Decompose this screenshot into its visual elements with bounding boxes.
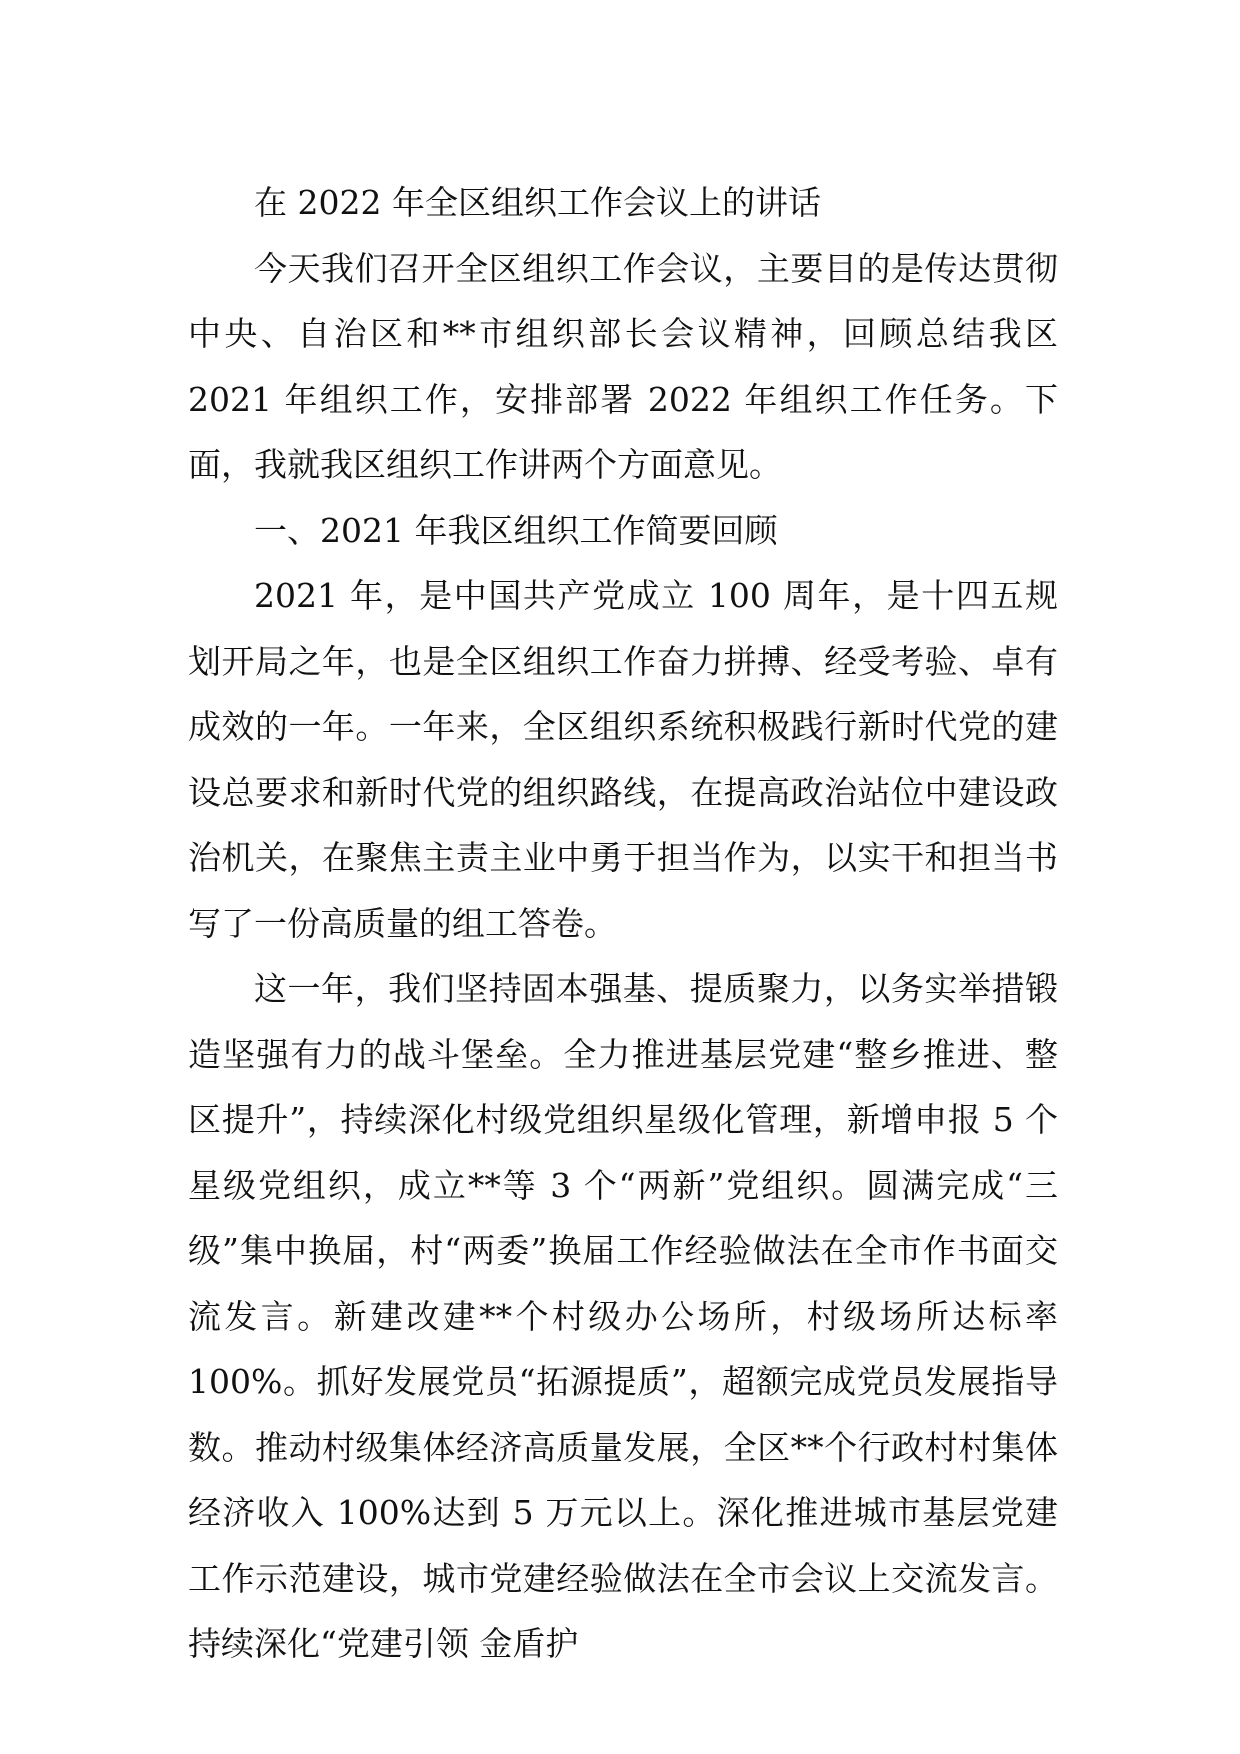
section-heading: 一、2021 年我区组织工作简要回顾 (254, 510, 778, 550)
paragraph-intro: 今天我们召开全区组织工作会议，主要目的是传达贯彻中央、自治区和**市组织部长会议精神，回顾总结我区 2021 年组织工作，安排部署 2022 年组织工作任务。下面，我就我区组织工作讲两个方面意见。 (188, 248, 1058, 484)
paragraph-review: 2021 年，是中国共产党成立 100 周年，是十四五规划开局之年，也是全区组织工作奋力拼搏、经受考验、卓有成效的一年。一年来，全区组织系统积极践行新时代党的建设总要求和新时代党的组织路线，在提高政治站位中建设政治机关，在聚焦主责主业中勇于担当作为，以实干和担当书写了一份高质量的组工答卷。 (188, 576, 1058, 943)
document-title: 在 2022 年全区组织工作会议上的讲话 (254, 183, 821, 222)
document-body (188, 170, 1058, 1677)
paragraph-achievements: 这一年，我们坚持固本强基、提质聚力，以务实举措锻造坚强有力的战斗堡垒。全力推进基层党建“整乡推进、整区提升”，持续深化村级党组织星级化管理，新增申报 5 个星级党组织，成立**等 3 个“两新”党组织。圆满完成“三级”集中换届，村“两委”换届工作经验做法在全市作书面交流发言。新建改建**个村级办公场所，村级场所达标率 100%。抓好发展党员“拓源提质”，超额完成党员发展指导数。推动村级集体经济高质量发展，全区**个行政村村集体经济收入 100%达到 5 万元以上。深化推进城市基层党建工作示范建设，城市党建经验做法在全市会议上交流发言。持续深化“党建引领 金盾护 (188, 969, 1058, 1663)
